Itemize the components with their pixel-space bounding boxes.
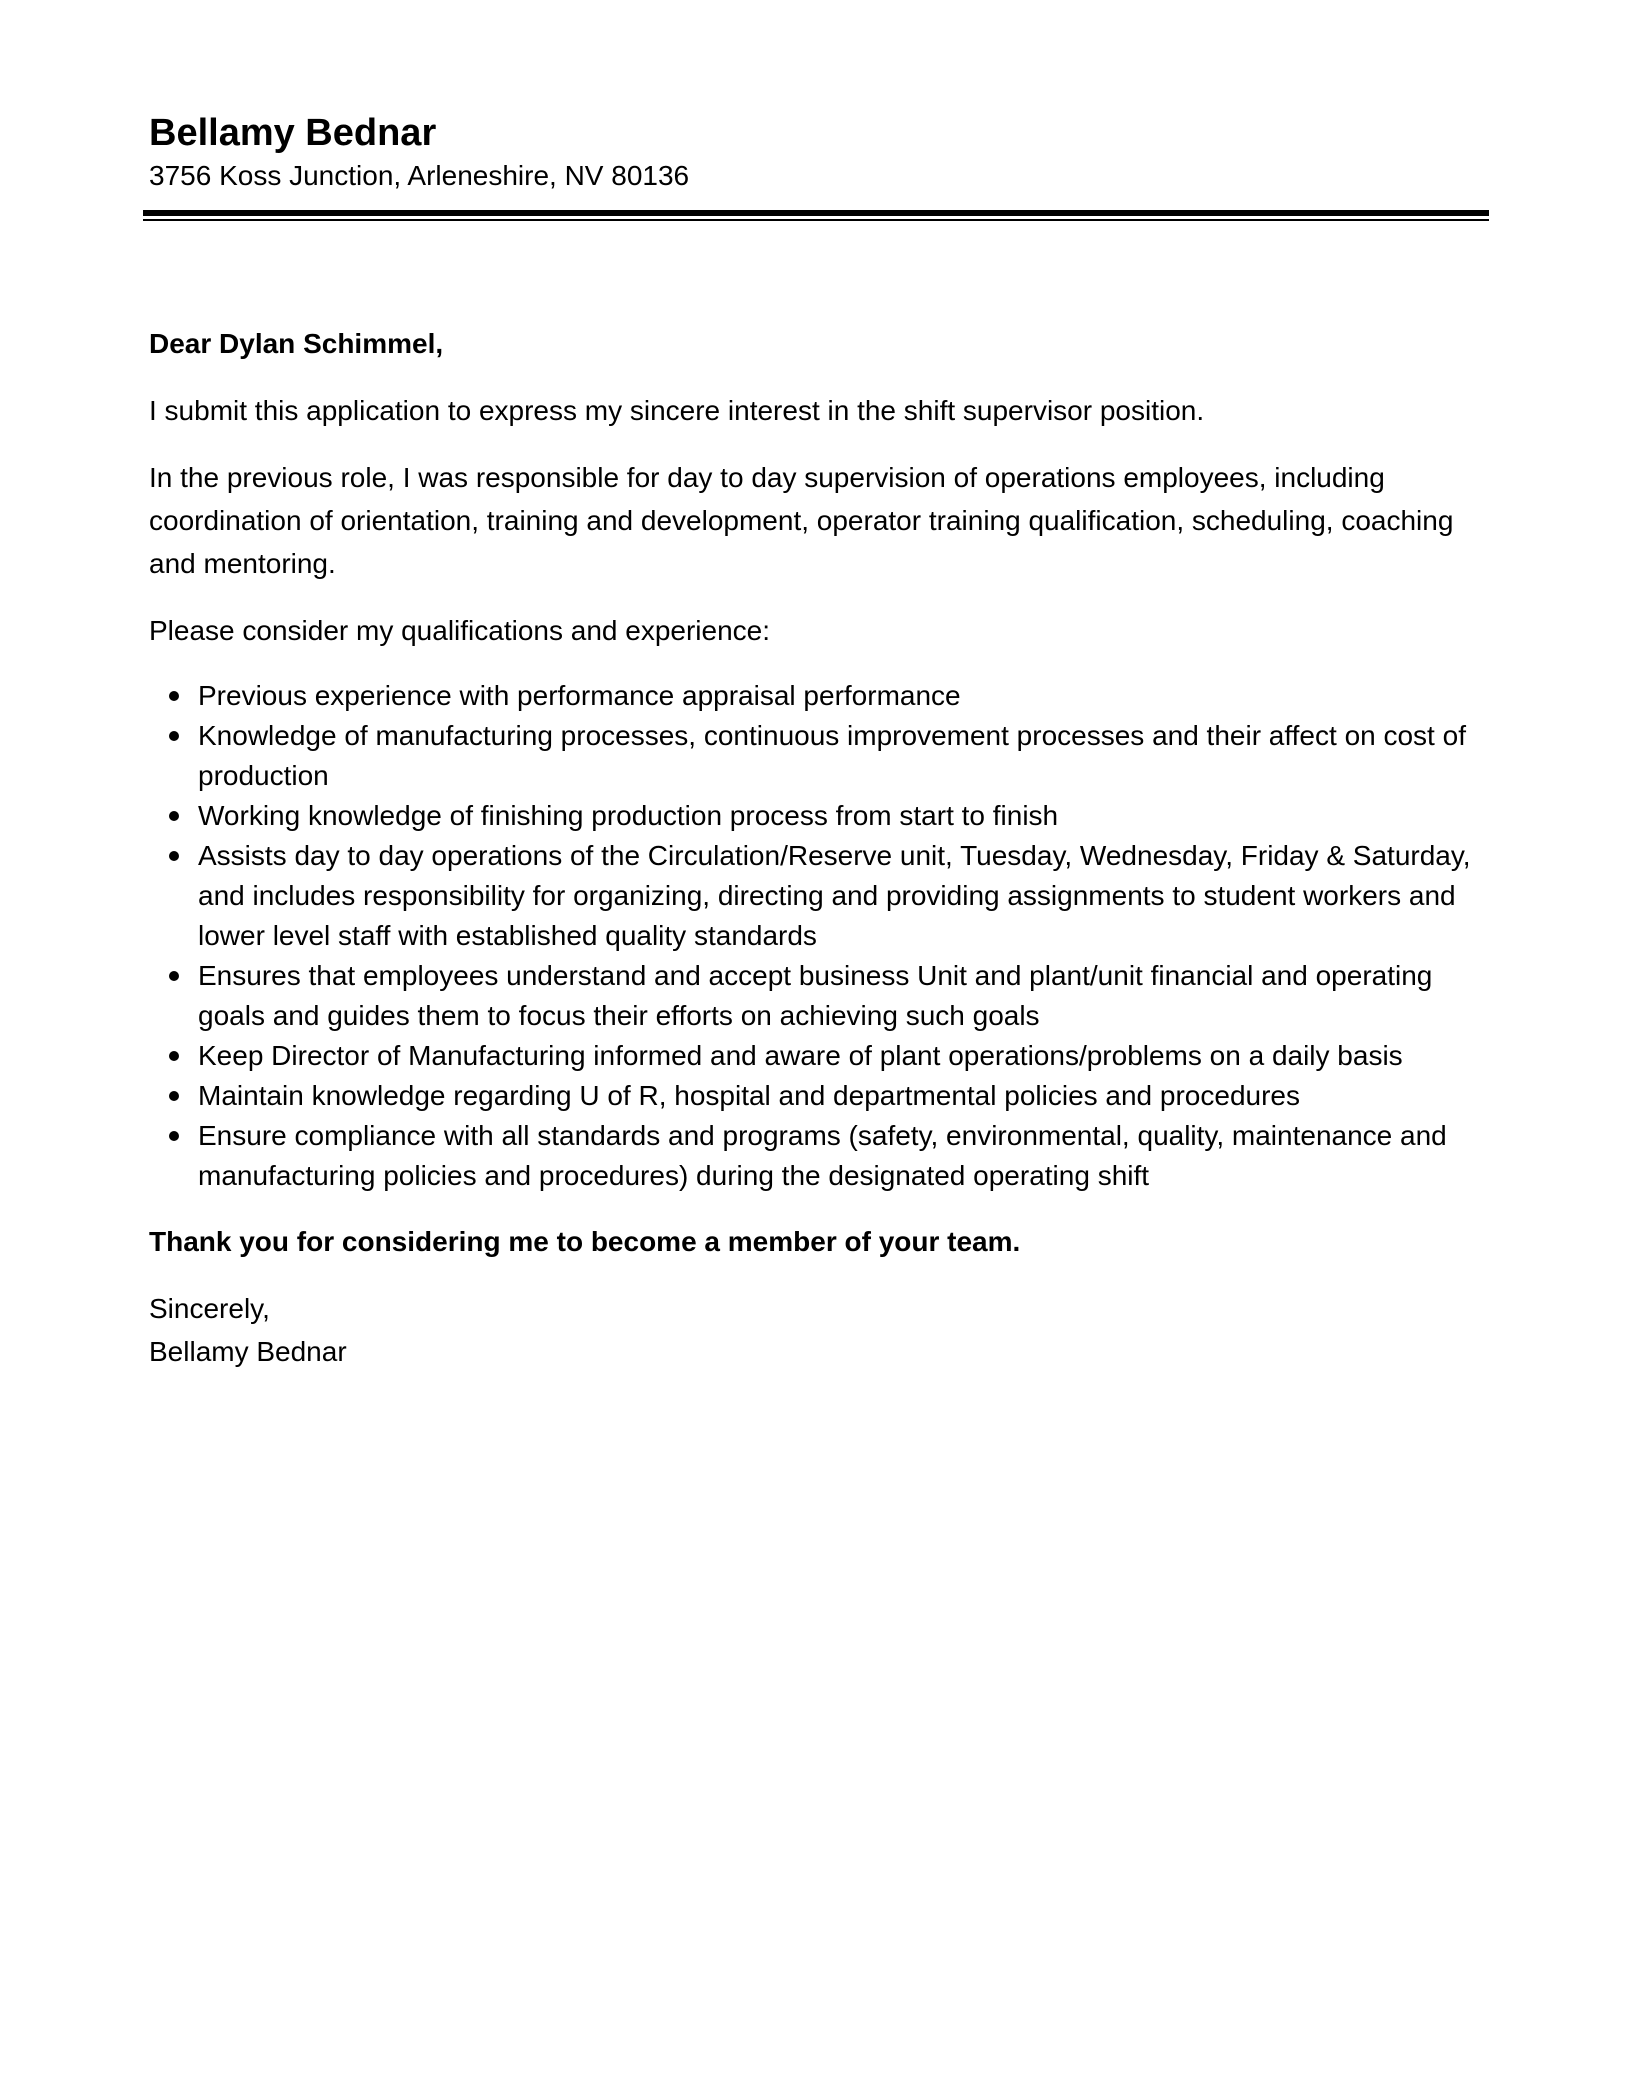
- qualification-text: Ensure compliance with all standards and programs (safety, environmental, quality, maintenance and manufacturing policies and procedures) during the designated operating shift: [198, 1120, 1447, 1191]
- qualification-text: Keep Director of Manufacturing informed and aware of plant operations/problems on a daily basis: [198, 1040, 1403, 1071]
- greeting: Dear Dylan Schimmel,: [149, 328, 444, 359]
- sender-address: 3756 Koss Junction, Arleneshire, NV 80136: [149, 160, 690, 191]
- qualification-item: [149, 1116, 1489, 1196]
- qualification-item: [149, 836, 1489, 956]
- qualification-text: Working knowledge of finishing production process from start to finish: [198, 800, 1059, 831]
- bullet-icon: [169, 811, 179, 821]
- signoff: Sincerely,: [149, 1293, 270, 1324]
- bullet-icon: [169, 691, 179, 701]
- header-divider: [143, 210, 1489, 222]
- qualification-item: [149, 1036, 1489, 1076]
- bullet-icon: [169, 731, 179, 741]
- qualification-item: [149, 716, 1489, 796]
- qualification-text: Knowledge of manufacturing processes, continuous improvement processes and their affect on cost of production: [198, 720, 1466, 791]
- signature-name: Bellamy Bednar: [149, 1336, 347, 1367]
- qualification-item: [149, 956, 1489, 1036]
- bullet-icon: [169, 1051, 179, 1061]
- qualification-text: Ensures that employees understand and accept business Unit and plant/unit financial and operating goals and guides them to focus their efforts on achieving such goals: [198, 960, 1433, 1031]
- qualification-item: [149, 676, 1489, 716]
- sender-name: Bellamy Bednar: [149, 112, 437, 154]
- intro-paragraph: I submit this application to express my sincere interest in the shift supervisor position.: [149, 395, 1205, 426]
- bullet-icon: [169, 851, 179, 861]
- header-divider-thick: [143, 210, 1489, 216]
- qualification-text: Previous experience with performance appraisal performance: [198, 680, 961, 711]
- qualification-text: Maintain knowledge regarding U of R, hospital and departmental policies and procedures: [198, 1080, 1300, 1111]
- header-divider-thin: [143, 219, 1489, 221]
- bullet-icon: [169, 1091, 179, 1101]
- qualifications-intro: Please consider my qualifications and experience:: [149, 615, 771, 646]
- qualifications-list: [149, 676, 1489, 1196]
- bullet-icon: [169, 971, 179, 981]
- qualification-item: [149, 1076, 1489, 1116]
- qualification-text: Assists day to day operations of the Circulation/Reserve unit, Tuesday, Wednesday, Friday & Saturday, and includes responsibility for organizing, directing and providing assignments to student workers and lower level staff with established quality standards: [198, 840, 1471, 951]
- signoff-block: [149, 1287, 1489, 1373]
- experience-paragraph: In the previous role, I was responsible for day to day supervision of operations employees, including coordination of orientation, training and development, operator training qualification, scheduling, coaching and mentoring.: [149, 462, 1454, 579]
- letter-body: [149, 322, 1489, 1373]
- qualification-item: [149, 796, 1489, 836]
- closing-line: Thank you for considering me to become a member of your team.: [149, 1226, 1021, 1257]
- letter-header: [149, 109, 1489, 195]
- bullet-icon: [169, 1131, 179, 1141]
